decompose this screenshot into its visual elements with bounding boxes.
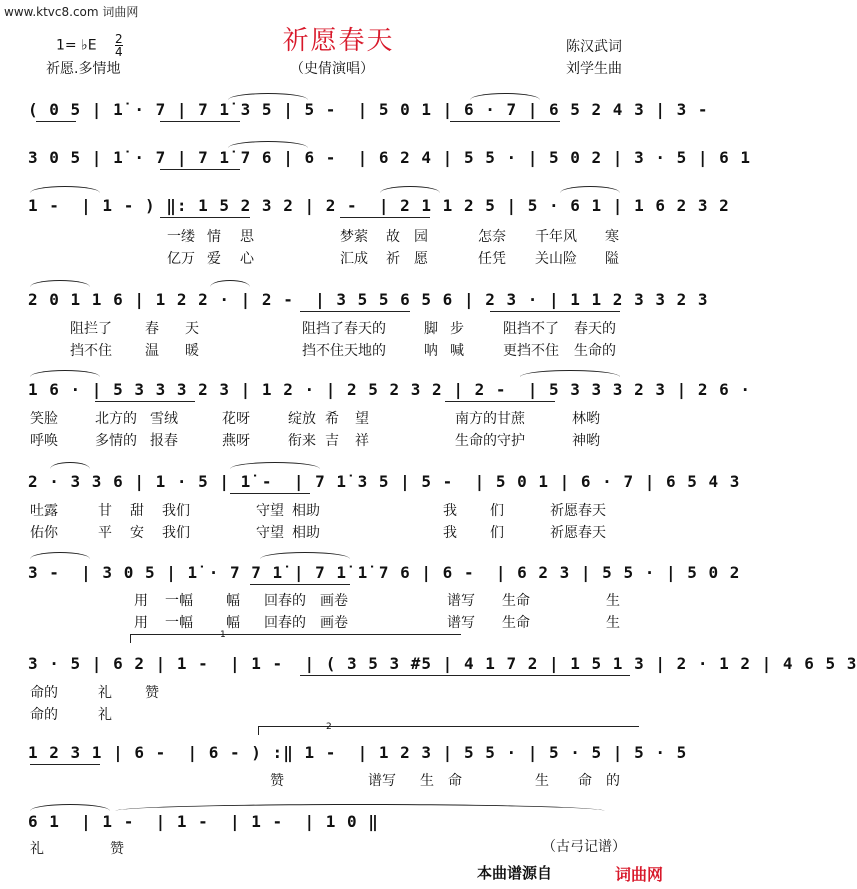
beam	[300, 311, 410, 312]
lyric: 的	[606, 773, 620, 789]
lyric: 谱写	[447, 615, 475, 631]
lyric: 春天的	[574, 321, 616, 337]
lyric: 故	[386, 229, 400, 245]
lyric: 报春	[150, 433, 178, 449]
beam	[445, 401, 555, 402]
lyric: 多情的	[95, 433, 137, 449]
slur	[210, 280, 250, 287]
lyric: 谱写	[447, 593, 475, 609]
lyric: 平	[98, 525, 112, 541]
time-signature	[115, 33, 123, 58]
beam	[36, 121, 76, 122]
beam	[250, 584, 350, 585]
lyric: 喊	[450, 343, 464, 359]
lyric: 呼唤	[30, 433, 58, 449]
lyric: 暖	[185, 343, 199, 359]
tie	[115, 804, 605, 811]
lyric: 绽放	[288, 411, 316, 427]
lyric: 回春的	[264, 593, 306, 609]
lyric: 北方的	[95, 411, 137, 427]
lyric: 们	[490, 503, 504, 519]
lyric: 生	[420, 773, 434, 789]
notation-row-2: 3 0 5 | 1̇ · 7 | 7 1̇ 7 6 | 6 - | 6 2 4 | 5 5 · | 5 0 2 | 3 · 5 | 6 1	[28, 148, 752, 167]
notation-row-9: 1 2 3 1 | 6 - | 6 - ) :‖ 1 - | 1 2 3 | 5 5 · | 5 · 5 | 5 · 5	[28, 743, 688, 762]
performer: （史倩演唱）	[290, 61, 374, 77]
lyric: 花呀	[222, 411, 250, 427]
lyric: 挡不住	[70, 343, 112, 359]
slur	[30, 280, 90, 287]
beam	[160, 217, 250, 218]
lyric: 心	[240, 251, 254, 267]
notation-row-7: 3 - | 3 0 5 | 1̇ · 7 7 1̇ | 7 1̇ 1̇ 7 6 | 6 - | 6 2 3 | 5 5 · | 5 0 2	[28, 563, 741, 582]
lyric: 寒	[605, 229, 619, 245]
lyric: 林哟	[572, 411, 600, 427]
lyric: 画卷	[320, 615, 348, 631]
beam	[160, 121, 240, 122]
lyric: 甘	[98, 503, 112, 519]
volta-2-label: 2	[326, 722, 332, 732]
lyric: 赞	[145, 685, 159, 701]
beam	[340, 217, 430, 218]
notation-row-1: ( 0 5 | 1̇ · 7 | 7 1̇ 3 5 | 5 - | 5 0 1 | 6 · 7 | 6 5 2 4 3 | 3 -	[28, 100, 709, 119]
lyric: 隘	[605, 251, 619, 267]
song-title: 祈愿春天	[282, 26, 395, 56]
beam	[95, 401, 195, 402]
lyric: 任凭	[478, 251, 506, 267]
lyric: 阻拦了	[70, 321, 112, 337]
lyric: 我	[443, 525, 457, 541]
key-label: 1= ♭E	[56, 37, 97, 54]
lyric: 命的	[30, 685, 58, 701]
volta-1-bracket	[130, 634, 461, 643]
site-watermark: www.ktvc8.com 词曲网	[4, 5, 139, 19]
lyric: 赞	[270, 773, 284, 789]
lyric: 礼	[98, 707, 112, 723]
time-numerator: 2	[115, 32, 123, 46]
lyric: 汇成	[340, 251, 368, 267]
lyric: 祈	[386, 251, 400, 267]
lyric: 守望	[256, 525, 284, 541]
volta-2-bracket	[258, 726, 639, 735]
lyric: 相助	[292, 503, 320, 519]
slur	[30, 552, 90, 559]
lyric: 梦萦	[340, 229, 368, 245]
lyric: 神哟	[572, 433, 600, 449]
transcriber-credit: （古弓记谱）	[542, 839, 626, 855]
slur	[30, 370, 100, 377]
lyric: 温	[145, 343, 159, 359]
lyric: 生	[535, 773, 549, 789]
lyric: 谱写	[368, 773, 396, 789]
lyric: 雪绒	[150, 411, 178, 427]
slur	[560, 186, 620, 193]
lyric: 礼	[98, 685, 112, 701]
lyric: 生	[606, 593, 620, 609]
lyric: 我	[443, 503, 457, 519]
slur	[50, 462, 90, 469]
lyric: 用	[134, 615, 148, 631]
lyric: 望	[355, 411, 369, 427]
slur	[228, 93, 308, 100]
lyric: 佑你	[30, 525, 58, 541]
beam	[490, 311, 620, 312]
lyric: 笑脸	[30, 411, 58, 427]
lyric: 春	[145, 321, 159, 337]
slur	[520, 370, 620, 377]
lyric: 南方的甘蔗	[455, 411, 525, 427]
lyricist: 陈汉武词	[566, 39, 622, 55]
beam	[230, 493, 310, 494]
lyric: 生命的	[574, 343, 616, 359]
lyric: 情	[207, 229, 221, 245]
lyric: 我们	[162, 525, 190, 541]
lyric: 爱	[207, 251, 221, 267]
lyric: 祈愿春天	[550, 503, 606, 519]
lyric: 阻挡不了	[503, 321, 559, 337]
lyric: 希	[325, 411, 339, 427]
time-denominator: 4	[115, 45, 123, 59]
lyric: 千年风	[535, 229, 577, 245]
lyric: 生	[606, 615, 620, 631]
lyric: 园	[414, 229, 428, 245]
slur	[30, 186, 100, 193]
lyric: 生命的守护	[455, 433, 525, 449]
lyric: 幅	[226, 593, 240, 609]
lyric: 亿万	[167, 251, 195, 267]
slur	[380, 186, 440, 193]
slur	[230, 462, 320, 469]
brand-logo: 词曲网	[614, 865, 663, 884]
lyric: 吉	[325, 433, 339, 449]
beam	[30, 764, 100, 765]
lyric: 一缕	[167, 229, 195, 245]
notation-row-4: 2 0 1 1 6 | 1 2 2 · | 2 - | 3 5 5 6 5 6 | 2 3 · | 1 1 2 3 3 2 3	[28, 290, 709, 309]
lyric: 礼	[30, 841, 44, 857]
notation-row-3: 1 - | 1 - ) ‖: 1 5 2 3 2 | 2 - | 2 1 1 2 5 | 5 · 6 1 | 1 6 2 3 2	[28, 196, 730, 215]
lyric: 衔来	[288, 433, 316, 449]
lyric: 一幅	[165, 615, 193, 631]
source-footer: 本曲谱源自	[476, 864, 552, 882]
lyric: 幅	[226, 615, 240, 631]
slur	[228, 141, 308, 148]
lyric: 步	[450, 321, 464, 337]
lyric: 愿	[414, 251, 428, 267]
notation-row-5: 1 6 · | 5 3 3 3 2 3 | 1 2 · | 2 5 2 3 2 | 2 - | 5 3 3 3 2 3 | 2 6 ·	[28, 380, 752, 399]
lyric: 呐	[424, 343, 438, 359]
lyric: 挡不住天地的	[302, 343, 386, 359]
composer: 刘学生曲	[566, 61, 622, 77]
lyric: 命	[578, 773, 592, 789]
lyric: 祈愿春天	[550, 525, 606, 541]
lyric: 脚	[424, 321, 438, 337]
lyric: 我们	[162, 503, 190, 519]
lyric: 天	[185, 321, 199, 337]
slur	[470, 93, 540, 100]
lyric: 命	[448, 773, 462, 789]
volta-1-label: 1	[220, 630, 226, 640]
beam	[300, 675, 630, 676]
lyric: 生命	[502, 615, 530, 631]
lyric: 生命	[502, 593, 530, 609]
lyric: 甜	[130, 503, 144, 519]
slur	[260, 552, 350, 559]
key-signature	[56, 33, 123, 58]
expression-mark: 祈愿.多情地	[46, 61, 121, 77]
lyric: 相助	[292, 525, 320, 541]
lyric: 一幅	[165, 593, 193, 609]
lyric: 阻挡了春天的	[302, 321, 386, 337]
beam	[450, 121, 560, 122]
lyric: 燕呀	[222, 433, 250, 449]
lyric: 回春的	[264, 615, 306, 631]
slur	[30, 804, 110, 811]
lyric: 祥	[355, 433, 369, 449]
notation-row-8: 3 · 5 | 6 2 | 1 - | 1 - | ( 3 5 3 #5 | 4 1 7 2 | 1 5 1 3 | 2 · 1 2 | 4 6 5 3	[28, 654, 857, 673]
lyric: 守望	[256, 503, 284, 519]
beam	[160, 169, 240, 170]
lyric: 用	[134, 593, 148, 609]
lyric: 思	[240, 229, 254, 245]
notation-row-10: 6 1 | 1 - | 1 - | 1 - | 1 0 ‖	[28, 812, 379, 831]
lyric: 怎奈	[478, 229, 506, 245]
lyric: 们	[490, 525, 504, 541]
lyric: 更挡不住	[503, 343, 559, 359]
lyric: 命的	[30, 707, 58, 723]
lyric: 画卷	[320, 593, 348, 609]
lyric: 安	[130, 525, 144, 541]
lyric: 赞	[110, 841, 124, 857]
lyric: 吐露	[30, 503, 58, 519]
lyric: 关山险	[535, 251, 577, 267]
notation-row-6: 2 · 3 3 6 | 1 · 5 | 1̇ - | 7 1̇ 3 5 | 5 - | 5 0 1 | 6 · 7 | 6 5 4 3	[28, 472, 741, 491]
